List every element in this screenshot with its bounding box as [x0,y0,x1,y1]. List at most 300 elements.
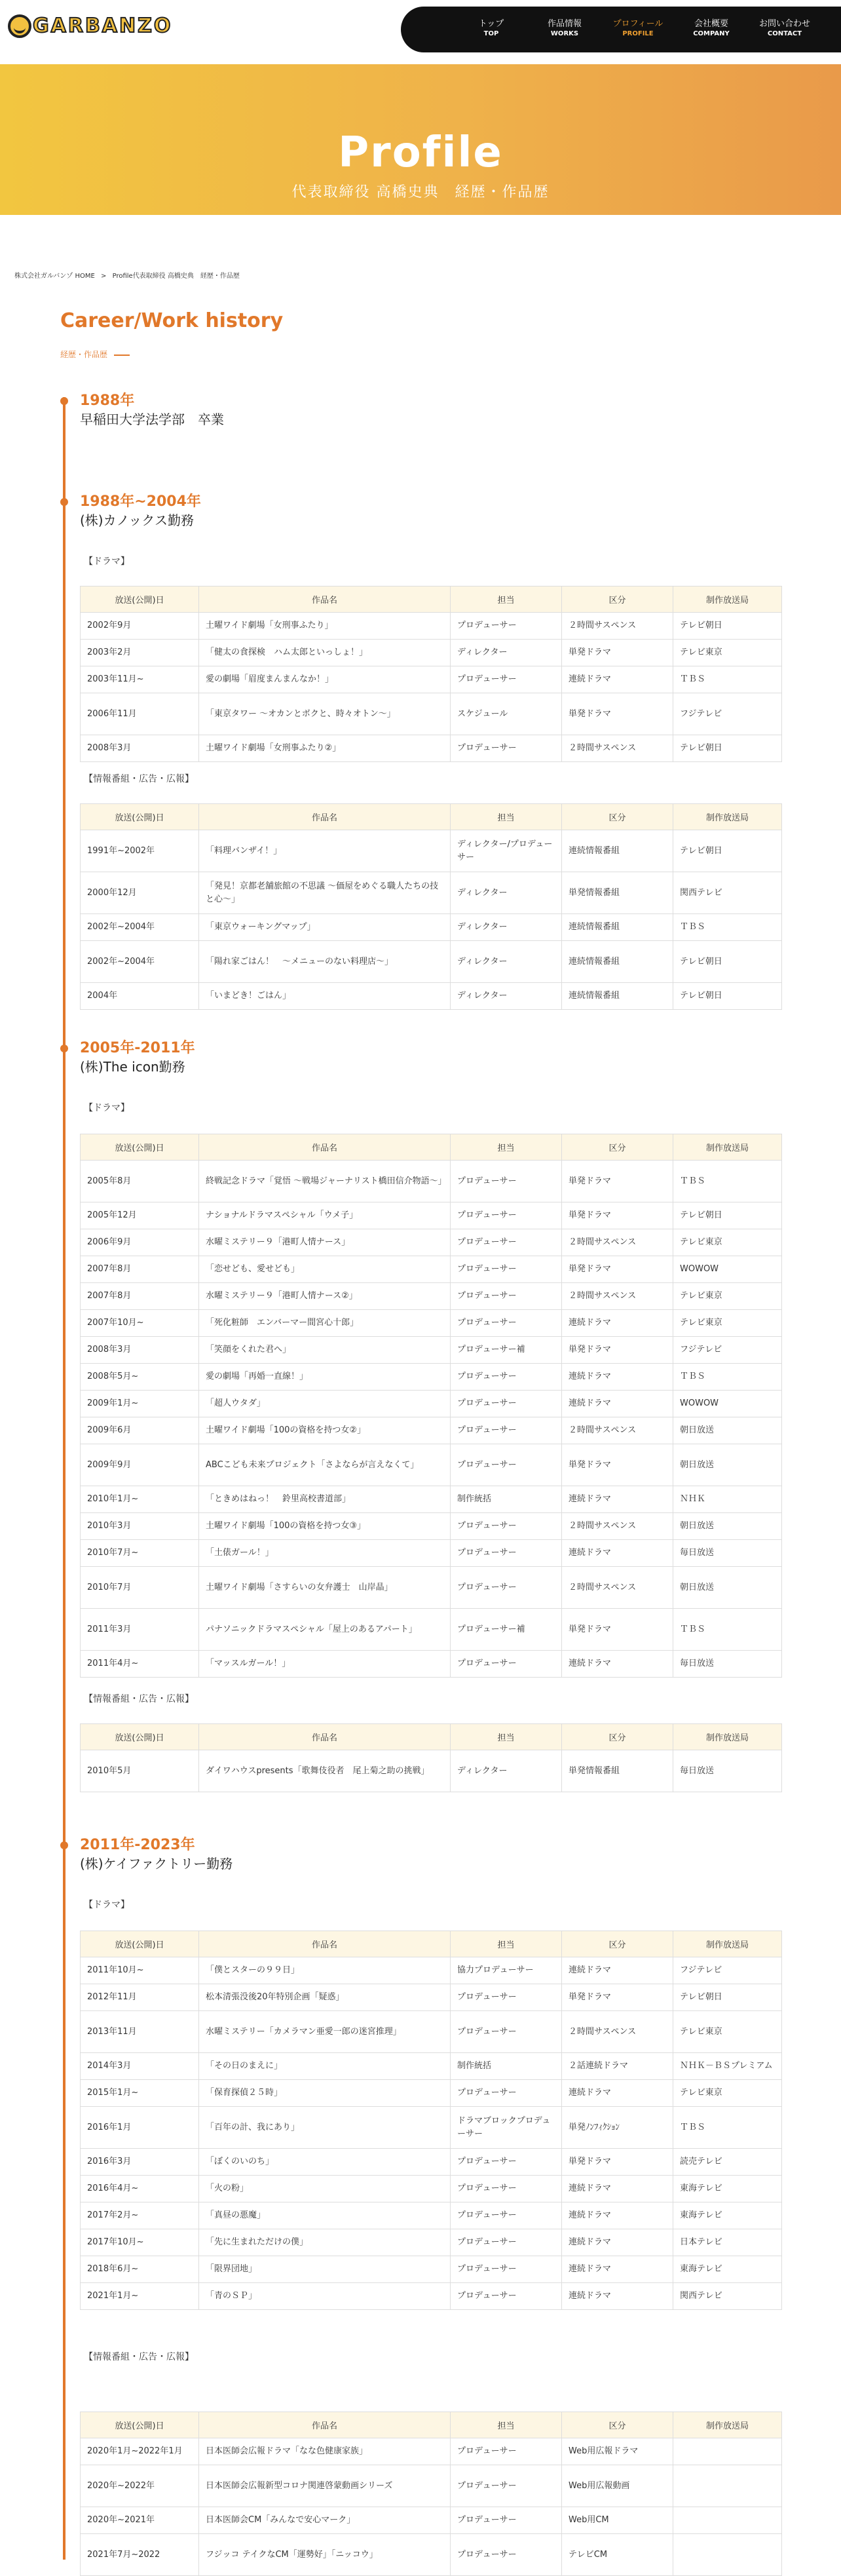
table-cell: 単発情報番組 [562,1750,673,1792]
table-cell: 連続ドラマ [562,2176,673,2202]
table-row [81,2053,782,2080]
table-cell [673,2465,782,2507]
table-cell: 「百年の計、我にあり」 [199,2107,451,2149]
table-cell: プロデューサー [451,1540,562,1567]
table-cell: プロデューサー [451,1391,562,1417]
period-year: 2011年-2023年 [80,1837,195,1853]
table-header-cell: 作品名 [199,1931,451,1957]
table-cell: 関西テレビ [673,872,782,914]
table-cell: 連続ドラマ [562,2202,673,2229]
table-cell: 連続ドラマ [562,666,673,693]
table-cell: プロデューサー [451,613,562,640]
table-cell: プロデューサー [451,2256,562,2283]
table-cell: 「料理バンザイ！」 [199,830,451,872]
table-cell: 単発ドラマ [562,1609,673,1651]
table-header-cell: 制作放送局 [673,1134,782,1161]
table-cell: 日本医師会広報ドラマ「なな色健康家族」 [199,2438,451,2465]
table-row [81,1957,782,1984]
works-table [80,2412,782,2576]
table-cell: 2010年5月 [81,1750,199,1792]
table-cell: 2020年~2022年 [81,2465,199,2507]
table-row [81,830,782,872]
table-row [81,2080,782,2107]
table-row [81,2507,782,2534]
table-header-cell: 制作放送局 [673,804,782,830]
table-header-cell: 放送(公開)日 [81,804,199,830]
table-cell: 2003年11月~ [81,666,199,693]
table-cell: 東海テレビ [673,2202,782,2229]
table-cell: プロデューサー [451,2283,562,2310]
table-cell: 2009年1月~ [81,1391,199,1417]
period-company: 早稲田大学法学部 卒業 [80,412,224,427]
table-cell: 水曜ミステリー９「港町人情ナース②」 [199,1283,451,1310]
table-cell: テレビ東京 [673,1283,782,1310]
table-cell: 制作統括 [451,2053,562,2080]
table-header-cell: 放送(公開)日 [81,1134,199,1161]
table-header-cell: 作品名 [199,2412,451,2438]
table-cell: 水曜ミステリー９「港町人情ナース」 [199,1229,451,1256]
table-cell: 「僕とスターの９９日」 [199,1957,451,1984]
table-cell: プロデューサー [451,2507,562,2534]
table-cell [673,2438,782,2465]
logo-text: GARBANZO [33,14,173,37]
table-cell: 2000年12月 [81,872,199,914]
table-cell: 「健太の食探検 ハム太郎といっしょ！」 [199,640,451,666]
table-cell: 2005年8月 [81,1161,199,1202]
table-cell: プロデューサー [451,1651,562,1678]
table-cell: プロデューサー [451,2438,562,2465]
table-cell: 日本医師会CM「みんなで安心マーク」 [199,2507,451,2534]
table-cell: 連続ドラマ [562,1651,673,1678]
page-subtitle: 経歴・作品歴 [60,349,130,360]
table-row [81,2149,782,2176]
table-cell: 毎日放送 [673,1750,782,1792]
table-cell: 単発ﾉﾝﾌｨｸｼｮﾝ [562,2107,673,2149]
table-cell: 「保育探偵２５時」 [199,2080,451,2107]
table-cell: プロデューサー [451,1310,562,1337]
table-cell [673,2534,782,2576]
table-cell: Web用広報ドラマ [562,2438,673,2465]
logo-mark-icon [8,14,31,38]
table-cell: 水曜ミステリー「カメラマン亜愛一郎の迷宮推理」 [199,2011,451,2053]
table-header-row [81,804,782,830]
section-label: 【情報番組・広告・広報】 [84,2352,194,2362]
table-cell: ２時間サスペンス [562,1229,673,1256]
table-cell: ディレクター [451,1750,562,1792]
table-cell: 「先に生まれただけの僕」 [199,2229,451,2256]
table-cell: 朝日放送 [673,1567,782,1609]
nav-company[interactable]: 会社概要 COMPANY [693,19,730,37]
table-cell: 2020年~2021年 [81,2507,199,2534]
table-cell: 松本清張没後20年特別企画「疑惑」 [199,1984,451,2011]
table-row [81,1337,782,1364]
period-1988-2004 [80,493,201,529]
table-cell: 連続ドラマ [562,1486,673,1513]
table-row [81,2283,782,2310]
section-label: 【ドラマ】 [84,1900,130,1910]
table-cell: 単発ドラマ [562,1202,673,1229]
table-cell: 連続情報番組 [562,914,673,941]
site-header [0,0,841,64]
table-cell: プロデューサー [451,735,562,762]
table-cell: プロデューサー [451,1417,562,1444]
table-cell: 関西テレビ [673,2283,782,2310]
table-cell: 2004年 [81,983,199,1010]
table-cell: 2018年6月~ [81,2256,199,2283]
table-cell: プロデューサー [451,1444,562,1486]
period-year: 2005年-2011年 [80,1040,195,1056]
table-cell [673,2507,782,2534]
table-header-cell: 区分 [562,1724,673,1750]
table-cell: 連続ドラマ [562,2080,673,2107]
table-row [81,1651,782,1678]
table-cell: ＴＢＳ [673,666,782,693]
table-cell: 「ときめはねっ！ 鈴里高校書道部」 [199,1486,451,1513]
timeline-dot [60,1841,68,1849]
table-header-cell: 放送(公開)日 [81,586,199,613]
table-header-cell: 区分 [562,2412,673,2438]
period-year: 1988年 [80,393,135,409]
table-cell: プロデューサー [451,2202,562,2229]
table-cell: フジテレビ [673,693,782,735]
table-cell: 朝日放送 [673,1417,782,1444]
table-cell: ＮＨＫ [673,1486,782,1513]
table-row [81,693,782,735]
table-cell: 「恋せども、愛せども」 [199,1256,451,1283]
table-cell: ABCこども未来プロジェクト「さよならが言えなくて」 [199,1444,451,1486]
table-row [81,666,782,693]
table-header-row [81,2412,782,2438]
table-cell: 連続ドラマ [562,1310,673,1337]
table-header-cell: 区分 [562,804,673,830]
works-table [80,1723,782,1792]
table-cell: ＮＨＫ－ＢＳプレミアム [673,2053,782,2080]
table-cell: 「マッスルガール！」 [199,1651,451,1678]
table-cell: ナショナルドラマスペシャル「ウメ子」 [199,1202,451,1229]
table-cell: テレビ朝日 [673,941,782,983]
table-cell: ２時間サスペンス [562,735,673,762]
table-row [81,1161,782,1202]
works-table [80,1134,782,1678]
table-header-row [81,1134,782,1161]
table-cell: テレビCM [562,2534,673,2576]
table-row [81,941,782,983]
table-header-cell: 制作放送局 [673,586,782,613]
period-company: (株)The icon勤務 [80,1059,185,1075]
table-header-cell: 放送(公開)日 [81,1724,199,1750]
table-cell: 2005年12月 [81,1202,199,1229]
table-header-cell: 作品名 [199,1724,451,1750]
table-cell: 連続情報番組 [562,941,673,983]
table-cell: プロデューサー [451,2229,562,2256]
table-cell: ２時間サスペンス [562,1567,673,1609]
table-cell: ディレクター [451,983,562,1010]
table-cell: ディレクター [451,914,562,941]
table-header-cell: 担当 [451,1134,562,1161]
table-header-cell: 区分 [562,586,673,613]
table-header-cell: 制作放送局 [673,1724,782,1750]
table-row [81,2229,782,2256]
table-cell: 毎日放送 [673,1651,782,1678]
nav-profile[interactable]: プロフィール PROFILE [612,19,663,37]
table-cell: 協力プロデューサー [451,1957,562,1984]
table-row [81,2107,782,2149]
table-row [81,2202,782,2229]
table-row [81,1229,782,1256]
table-header-cell: 制作放送局 [673,2412,782,2438]
timeline-dot [60,397,68,405]
table-cell: 朝日放送 [673,1513,782,1540]
table-row [81,2011,782,2053]
table-cell: プロデューサー [451,1513,562,1540]
table-cell: 単発ドラマ [562,640,673,666]
table-header-row [81,586,782,613]
table-row [81,2438,782,2465]
table-cell: 連続ドラマ [562,1957,673,1984]
table-cell: プロデューサー [451,2465,562,2507]
table-cell: 2003年2月 [81,640,199,666]
table-row [81,1202,782,1229]
table-cell: テレビ朝日 [673,830,782,872]
table-row [81,1310,782,1337]
table-cell: プロデューサー [451,1256,562,1283]
table-cell: 「東京ウォーキングマップ」 [199,914,451,941]
table-cell: 日本医師会広報新型コロナ関連啓蒙動画シリーズ [199,2465,451,2507]
table-header-cell: 作品名 [199,804,451,830]
table-cell: 読売テレビ [673,2149,782,2176]
table-row [81,735,782,762]
table-cell: プロデューサー [451,2080,562,2107]
table-cell: 2006年11月 [81,693,199,735]
section-label: 【ドラマ】 [84,1103,130,1113]
table-cell: 「超人ウタダ」 [199,1391,451,1417]
table-cell: ２話連続ドラマ [562,2053,673,2080]
table-cell: 「笑顔をくれた君へ」 [199,1337,451,1364]
table-cell: テレビ朝日 [673,1202,782,1229]
period-company: (株)ケイファクトリー勤務 [80,1856,233,1872]
table-cell: Web用CM [562,2507,673,2534]
table-cell: 連続ドラマ [562,2283,673,2310]
page-title: Career/Work history [60,309,284,332]
table-cell: 2002年9月 [81,613,199,640]
table-cell: テレビ朝日 [673,1984,782,2011]
table-cell: 2002年~2004年 [81,941,199,983]
table-cell: ＴＢＳ [673,1364,782,1391]
table-cell: パナソニックドラマスペシャル「屋上のあるアパート」 [199,1609,451,1651]
table-cell: プロデューサー [451,1283,562,1310]
table-cell: 「青のＳＰ」 [199,2283,451,2310]
nav-top[interactable]: トップ TOP [478,19,504,37]
table-cell: プロデューサー補 [451,1337,562,1364]
table-header-cell: 制作放送局 [673,1931,782,1957]
table-cell: ディレクター/プロデューサー [451,830,562,872]
table-cell: 2008年3月 [81,1337,199,1364]
table-cell: 単発ドラマ [562,2149,673,2176]
table-cell: 土曜ワイド劇場「さすらいの女弁護士 山岸晶」 [199,1567,451,1609]
table-row [81,1486,782,1513]
table-cell: 2015年1月~ [81,2080,199,2107]
table-cell: ＴＢＳ [673,1609,782,1651]
hero-banner [0,64,841,215]
table-cell: 連続情報番組 [562,830,673,872]
nav-works[interactable]: 作品情報 WORKS [547,19,582,37]
table-cell: 東海テレビ [673,2256,782,2283]
nav-contact[interactable]: お問い合わせ CONTACT [758,19,810,37]
period-company: (株)カノックス勤務 [80,512,195,528]
table-cell: 単発情報番組 [562,872,673,914]
table-row [81,1391,782,1417]
table-cell: ２時間サスペンス [562,1417,673,1444]
table-cell: プロデューサー [451,1567,562,1609]
table-cell: 2009年9月 [81,1444,199,1486]
table-cell: 「限界団地」 [199,2256,451,2283]
works-table [80,1931,782,2310]
table-header-cell: 作品名 [199,1134,451,1161]
brand-logo[interactable] [8,14,172,38]
table-header-cell: 担当 [451,804,562,830]
table-cell: Web用広報動画 [562,2465,673,2507]
table-cell: 「いまどき！ごはん」 [199,983,451,1010]
table-row [81,1609,782,1651]
table-cell: 2017年2月~ [81,2202,199,2229]
table-cell: ２時間サスペンス [562,1283,673,1310]
table-cell: ドラマブロックプロデューサー [451,2107,562,2149]
table-cell: 2014年3月 [81,2053,199,2080]
table-row [81,640,782,666]
table-row [81,1283,782,1310]
table-cell: 2011年10月~ [81,1957,199,1984]
table-cell: ディレクター [451,941,562,983]
table-cell: 2017年10月~ [81,2229,199,2256]
table-cell: 単発ドラマ [562,1337,673,1364]
breadcrumb [14,270,244,280]
table-header-cell: 作品名 [199,586,451,613]
table-cell: プロデューサー [451,2176,562,2202]
table-cell: 2010年7月~ [81,1540,199,1567]
table-cell: 連続ドラマ [562,1364,673,1391]
table-header-row [81,1931,782,1957]
table-cell: 単発ドラマ [562,1984,673,2011]
table-header-cell: 担当 [451,2412,562,2438]
table-cell: 2007年8月 [81,1283,199,1310]
table-cell: 東海テレビ [673,2176,782,2202]
breadcrumb-home[interactable]: 株式会社ガルバンゾ HOME [14,273,95,280]
table-cell: フジテレビ [673,1337,782,1364]
table-cell: 「死化粧師 エンバーマー間宮心十郎」 [199,1310,451,1337]
table-cell: 朝日放送 [673,1444,782,1486]
table-cell: 2007年8月 [81,1256,199,1283]
table-cell: テレビ東京 [673,1310,782,1337]
table-cell: 愛の劇場「再婚一直線！」 [199,1364,451,1391]
table-cell: プロデューサー [451,666,562,693]
table-cell: 日本テレビ [673,2229,782,2256]
table-cell: ＴＢＳ [673,2107,782,2149]
period-1988 [80,392,224,429]
table-cell: 土曜ワイド劇場「女刑事ふたり」 [199,613,451,640]
table-header-cell: 担当 [451,586,562,613]
hero-title: Profile [338,128,503,177]
table-cell: 2016年1月 [81,2107,199,2149]
period-2011-2023 [80,1836,233,1873]
table-cell: 連続ドラマ [562,2256,673,2283]
table-row [81,983,782,1010]
table-cell: WOWOW [673,1256,782,1283]
table-cell: 2011年3月 [81,1609,199,1651]
table-cell: 「土俵ガール！」 [199,1540,451,1567]
table-cell: 2006年9月 [81,1229,199,1256]
table-cell: ２時間サスペンス [562,613,673,640]
table-row [81,613,782,640]
table-cell: プロデューサー補 [451,1609,562,1651]
table-row [81,1540,782,1567]
table-cell: 連続ドラマ [562,2229,673,2256]
table-cell: ディレクター [451,640,562,666]
table-header-row [81,1724,782,1750]
table-cell: ダイワハウスpresents「歌舞伎役者 尾上菊之助の挑戦」 [199,1750,451,1792]
table-row [81,872,782,914]
table-cell: 2021年1月~ [81,2283,199,2310]
table-header-cell: 担当 [451,1724,562,1750]
table-cell: 2016年4月~ [81,2176,199,2202]
table-header-cell: 区分 [562,1134,673,1161]
main-nav [401,7,841,52]
breadcrumb-separator: > [101,273,107,280]
table-cell: 2021年7月~2022 [81,2534,199,2576]
table-cell: 「ぼくのいのち」 [199,2149,451,2176]
table-cell: ＴＢＳ [673,1161,782,1202]
table-cell: ２時間サスペンス [562,1513,673,1540]
table-cell: テレビ東京 [673,2011,782,2053]
table-cell: テレビ東京 [673,2080,782,2107]
table-header-cell: 放送(公開)日 [81,1931,199,1957]
table-cell: フジテレビ [673,1957,782,1984]
table-cell: 単発ドラマ [562,1256,673,1283]
table-row [81,1750,782,1792]
table-cell: テレビ東京 [673,640,782,666]
table-row [81,2534,782,2576]
timeline-dot [60,498,68,506]
section-label: 【ドラマ】 [84,556,130,567]
table-row [81,1444,782,1486]
table-cell: 2009年6月 [81,1417,199,1444]
timeline-line [63,397,65,2560]
table-cell: 単発ドラマ [562,1444,673,1486]
table-row [81,1984,782,2011]
table-cell: 「火の粉」 [199,2176,451,2202]
table-cell: プロデューサー [451,2011,562,2053]
table-cell: 2013年11月 [81,2011,199,2053]
table-row [81,2256,782,2283]
table-cell: 「その日のまえに」 [199,2053,451,2080]
section-label: 【情報番組・広告・広報】 [84,1694,194,1704]
table-cell: 2020年1月~2022年1月 [81,2438,199,2465]
section-label: 【情報番組・広告・広報】 [84,774,194,784]
table-row [81,1364,782,1391]
table-cell: テレビ朝日 [673,735,782,762]
table-cell: ディレクター [451,872,562,914]
table-cell: 単発ドラマ [562,1161,673,1202]
table-cell: 土曜ワイド劇場「女刑事ふたり②」 [199,735,451,762]
table-row [81,914,782,941]
table-cell: 連続情報番組 [562,983,673,1010]
table-cell: WOWOW [673,1391,782,1417]
table-row [81,1256,782,1283]
table-cell: 2010年1月~ [81,1486,199,1513]
table-row [81,1417,782,1444]
table-cell: ＴＢＳ [673,914,782,941]
table-cell: 連続ドラマ [562,1540,673,1567]
table-cell: 2008年5月~ [81,1364,199,1391]
